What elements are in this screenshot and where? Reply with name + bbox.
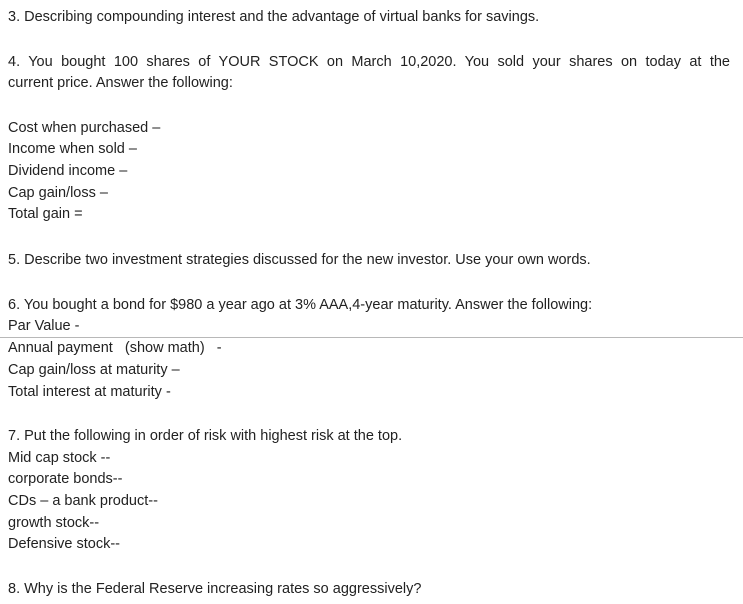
q7-item-defensive-stock: Defensive stock-- xyxy=(8,536,121,552)
q6-item-annual-payment: Annual payment (show math) - xyxy=(8,340,222,356)
q4-item-cost-purchased: Cost when purchased – xyxy=(8,120,161,136)
q4-item-dividend-income: Dividend income – xyxy=(8,163,128,179)
q4-item-total-gain: Total gain = xyxy=(8,206,83,222)
question-5: 5. Describe two investment strategies discussed for the new investor. Use your own words. xyxy=(8,252,591,268)
q7-item-corporate-bonds: corporate bonds-- xyxy=(8,471,123,487)
q4-item-cap-gain-loss: Cap gain/loss – xyxy=(8,185,108,201)
q6-item-par-value: Par Value - xyxy=(8,318,80,334)
question-4-line-2: current price. Answer the following: xyxy=(8,75,233,91)
q4-item-income-sold: Income when sold – xyxy=(8,141,137,157)
q6-item-total-interest: Total interest at maturity - xyxy=(8,384,171,400)
q6-item-cap-gain-loss-maturity: Cap gain/loss at maturity – xyxy=(8,362,180,378)
q7-item-cds: CDs – a bank product-- xyxy=(8,493,158,509)
page-divider xyxy=(0,337,743,338)
question-8: 8. Why is the Federal Reserve increasing rates so aggressively? xyxy=(8,581,422,597)
question-4-line-1: 4. You bought 100 shares of YOUR STOCK on March 10,2020. You sold your shares on today at the xyxy=(8,54,730,70)
q7-item-mid-cap-stock: Mid cap stock -- xyxy=(8,450,111,466)
question-3: 3. Describing compounding interest and the advantage of virtual banks for savings. xyxy=(8,9,540,25)
question-7: 7. Put the following in order of risk with highest risk at the top. xyxy=(8,428,403,444)
question-6: 6. You bought a bond for $980 a year ago at 3% AAA,4-year maturity. Answer the following: xyxy=(8,297,593,313)
q7-item-growth-stock: growth stock-- xyxy=(8,515,100,531)
